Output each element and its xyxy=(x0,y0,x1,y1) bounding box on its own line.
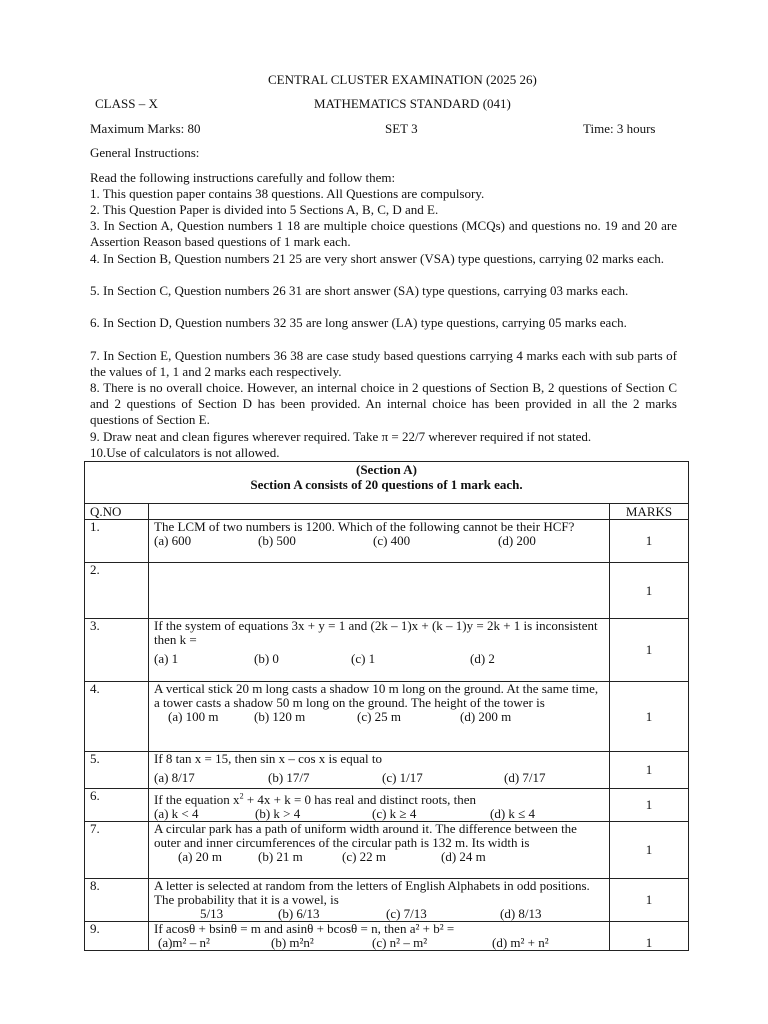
question-stem: If the system of equations 3x + y = 1 and (2k – 1)x + (k – 1)y = 2k + 1 is inconsistent then k = xyxy=(154,618,598,647)
option-c: (c) k ≥ 4 xyxy=(372,806,417,821)
instruction-item: 2. This Question Paper is divided into 5 Sections A, B, C, D and E. xyxy=(90,202,439,217)
question-marks: 1 xyxy=(610,822,689,879)
question-marks: 1 xyxy=(610,879,689,922)
option-c: (c) 22 m xyxy=(342,849,387,864)
question-text xyxy=(149,752,610,789)
question-text xyxy=(149,879,610,922)
question-stem: A vertical stick 20 m long casts a shadow 10 m long on the ground. At the same time, a tower casts a shadow 50 m long on the ground. The height of the tower is xyxy=(154,681,599,710)
general-instructions-heading: General Instructions: xyxy=(90,145,200,160)
question-marks: 1 xyxy=(610,563,689,619)
question-text xyxy=(149,789,610,822)
option-c: (c) 1/17 xyxy=(382,770,423,785)
question-number: 6. xyxy=(85,789,149,822)
subject-title: MATHEMATICS STANDARD (041) xyxy=(314,96,511,111)
instruction-item: 7. In Section E, Question numbers 36 38 are case study based questions carrying 4 marks each with sub parts of the values of 1, 1 and 2 marks each respectively. xyxy=(90,348,677,380)
option-a: (a) 600 xyxy=(154,533,192,548)
option-d: (d) 24 m xyxy=(441,849,486,864)
question-marks: 1 xyxy=(610,922,689,951)
option-a: (a) 20 m xyxy=(178,849,223,864)
option-d: (d) m² + n² xyxy=(492,935,549,950)
answer-options xyxy=(154,850,605,864)
table-row xyxy=(85,619,689,682)
question-marks: 1 xyxy=(610,682,689,752)
answer-options xyxy=(154,771,605,785)
answer-options xyxy=(154,710,605,724)
option-c: (c) 25 m xyxy=(357,709,402,724)
option-b: (b) m²n² xyxy=(271,935,314,950)
instruction-item: 5. In Section C, Question numbers 26 31 are short answer (SA) type questions, carrying 03 marks each. xyxy=(90,283,629,298)
option-c: (c) 7/13 xyxy=(386,906,427,921)
question-text xyxy=(149,822,610,879)
instruction-item: 9. Draw neat and clean figures wherever required. Take π = 22/7 wherever required if not stated. xyxy=(90,429,592,444)
exponent: 2 xyxy=(239,791,244,801)
question-number: 5. xyxy=(85,752,149,789)
col-marks-header: MARKS xyxy=(610,504,689,520)
question-stem: The LCM of two numbers is 1200. Which of the following cannot be their HCF? xyxy=(154,519,575,534)
max-marks: Maximum Marks: 80 xyxy=(90,121,201,136)
question-marks: 1 xyxy=(610,619,689,682)
option-d: (d) 200 m xyxy=(460,709,512,724)
option-a: (a) 8/17 xyxy=(154,770,195,785)
question-number: 8. xyxy=(85,879,149,922)
time-label: Time: 3 hours xyxy=(583,121,656,136)
option-c: (c) 400 xyxy=(373,533,411,548)
question-text xyxy=(149,922,610,951)
table-row xyxy=(85,752,689,789)
table-row xyxy=(85,520,689,563)
option-b: (b) 17/7 xyxy=(268,770,310,785)
answer-options xyxy=(154,652,605,666)
question-stem: A circular park has a path of uniform width around it. The difference between the outer and inner circumferences of the circular path is 132 m. Its width is xyxy=(154,821,577,850)
section-header-row xyxy=(85,462,689,504)
answer-options xyxy=(154,534,605,548)
question-number: 1. xyxy=(85,520,149,563)
col-question-header xyxy=(149,504,610,520)
col-qno-header: Q.NO xyxy=(85,504,149,520)
question-number: 9. xyxy=(85,922,149,951)
option-b: (b) 120 m xyxy=(254,709,306,724)
question-stem xyxy=(154,789,605,807)
question-stem: If acosθ + bsinθ = m and asinθ + bcosθ = n, then a² + b² = xyxy=(154,921,455,936)
question-marks: 1 xyxy=(610,752,689,789)
question-number: 2. xyxy=(85,563,149,619)
instruction-item: 1. This question paper contains 38 questions. All Questions are compulsory. xyxy=(90,186,485,201)
option-a: 5/13 xyxy=(200,906,224,921)
section-title: (Section A) xyxy=(355,462,418,477)
option-d: (d) k ≤ 4 xyxy=(490,806,536,821)
table-row xyxy=(85,922,689,951)
option-d: (d) 8/13 xyxy=(500,906,542,921)
table-row xyxy=(85,789,689,822)
option-d: (d) 7/17 xyxy=(504,770,546,785)
table-row xyxy=(85,682,689,752)
option-d: (d) 200 xyxy=(498,533,536,548)
option-a: (a)m² – n² xyxy=(158,935,210,950)
answer-options xyxy=(154,807,605,821)
instruction-item: 6. In Section D, Question numbers 32 35 are long answer (LA) type questions, carrying 05 marks each. xyxy=(90,315,627,330)
question-marks: 1 xyxy=(610,520,689,563)
table-row xyxy=(85,822,689,879)
option-b: (b) 21 m xyxy=(258,849,303,864)
instruction-item: 3. In Section A, Question numbers 1 18 are multiple choice questions (MCQs) and questions no. 19 and 20 are Assertion Reason based questions of 1 mark each. xyxy=(90,218,677,250)
exam-title: CENTRAL CLUSTER EXAMINATION (2025 26) xyxy=(268,72,537,87)
option-a: (a) 1 xyxy=(154,651,179,666)
table-row xyxy=(85,563,689,619)
option-c: (c) 1 xyxy=(351,651,376,666)
stem-part: + 4x + k = 0 has real and distinct roots, then xyxy=(243,792,477,807)
stem-part: If the equation x xyxy=(154,792,240,807)
table-row xyxy=(85,879,689,922)
option-b: (b) 500 xyxy=(258,533,296,548)
option-a: (a) 100 m xyxy=(168,709,219,724)
question-marks: 1 xyxy=(610,789,689,822)
set-label: SET 3 xyxy=(385,121,418,136)
question-text xyxy=(149,520,610,563)
option-b: (b) 0 xyxy=(254,651,279,666)
question-text xyxy=(149,563,610,619)
option-a: (a) k < 4 xyxy=(154,806,199,821)
section-a-table xyxy=(84,461,689,951)
instructions-intro: Read the following instructions carefully and follow them: xyxy=(90,170,396,185)
question-number: 7. xyxy=(85,822,149,879)
option-c: (c) n² – m² xyxy=(372,935,428,950)
question-stem: If 8 tan x = 15, then sin x – cos x is equal to xyxy=(154,751,382,766)
option-d: (d) 2 xyxy=(470,651,495,666)
question-stem: A letter is selected at random from the letters of English Alphabets in odd positions. The probability that it is a vowel, is xyxy=(154,878,590,907)
answer-options xyxy=(154,936,605,950)
column-header-row xyxy=(85,504,689,520)
question-text xyxy=(149,682,610,752)
answer-options xyxy=(154,907,605,921)
class-label: CLASS – X xyxy=(95,96,158,111)
question-number: 4. xyxy=(85,682,149,752)
instruction-item: 8. There is no overall choice. However, an internal choice in 2 questions of Section B, 2 questions of Section C and 2 questions of Section D has been provided. An internal choice has been provided in all the 2 marks questions of Section E. xyxy=(90,380,677,428)
option-b: (b) k > 4 xyxy=(255,806,301,821)
question-number: 3. xyxy=(85,619,149,682)
instruction-item: 4. In Section B, Question numbers 21 25 are very short answer (VSA) type questions, carrying 02 marks each. xyxy=(90,251,665,266)
section-subtitle: Section A consists of 20 questions of 1 mark each. xyxy=(250,477,523,492)
instruction-item: 10.Use of calculators is not allowed. xyxy=(90,445,280,460)
option-b: (b) 6/13 xyxy=(278,906,320,921)
question-text xyxy=(149,619,610,682)
